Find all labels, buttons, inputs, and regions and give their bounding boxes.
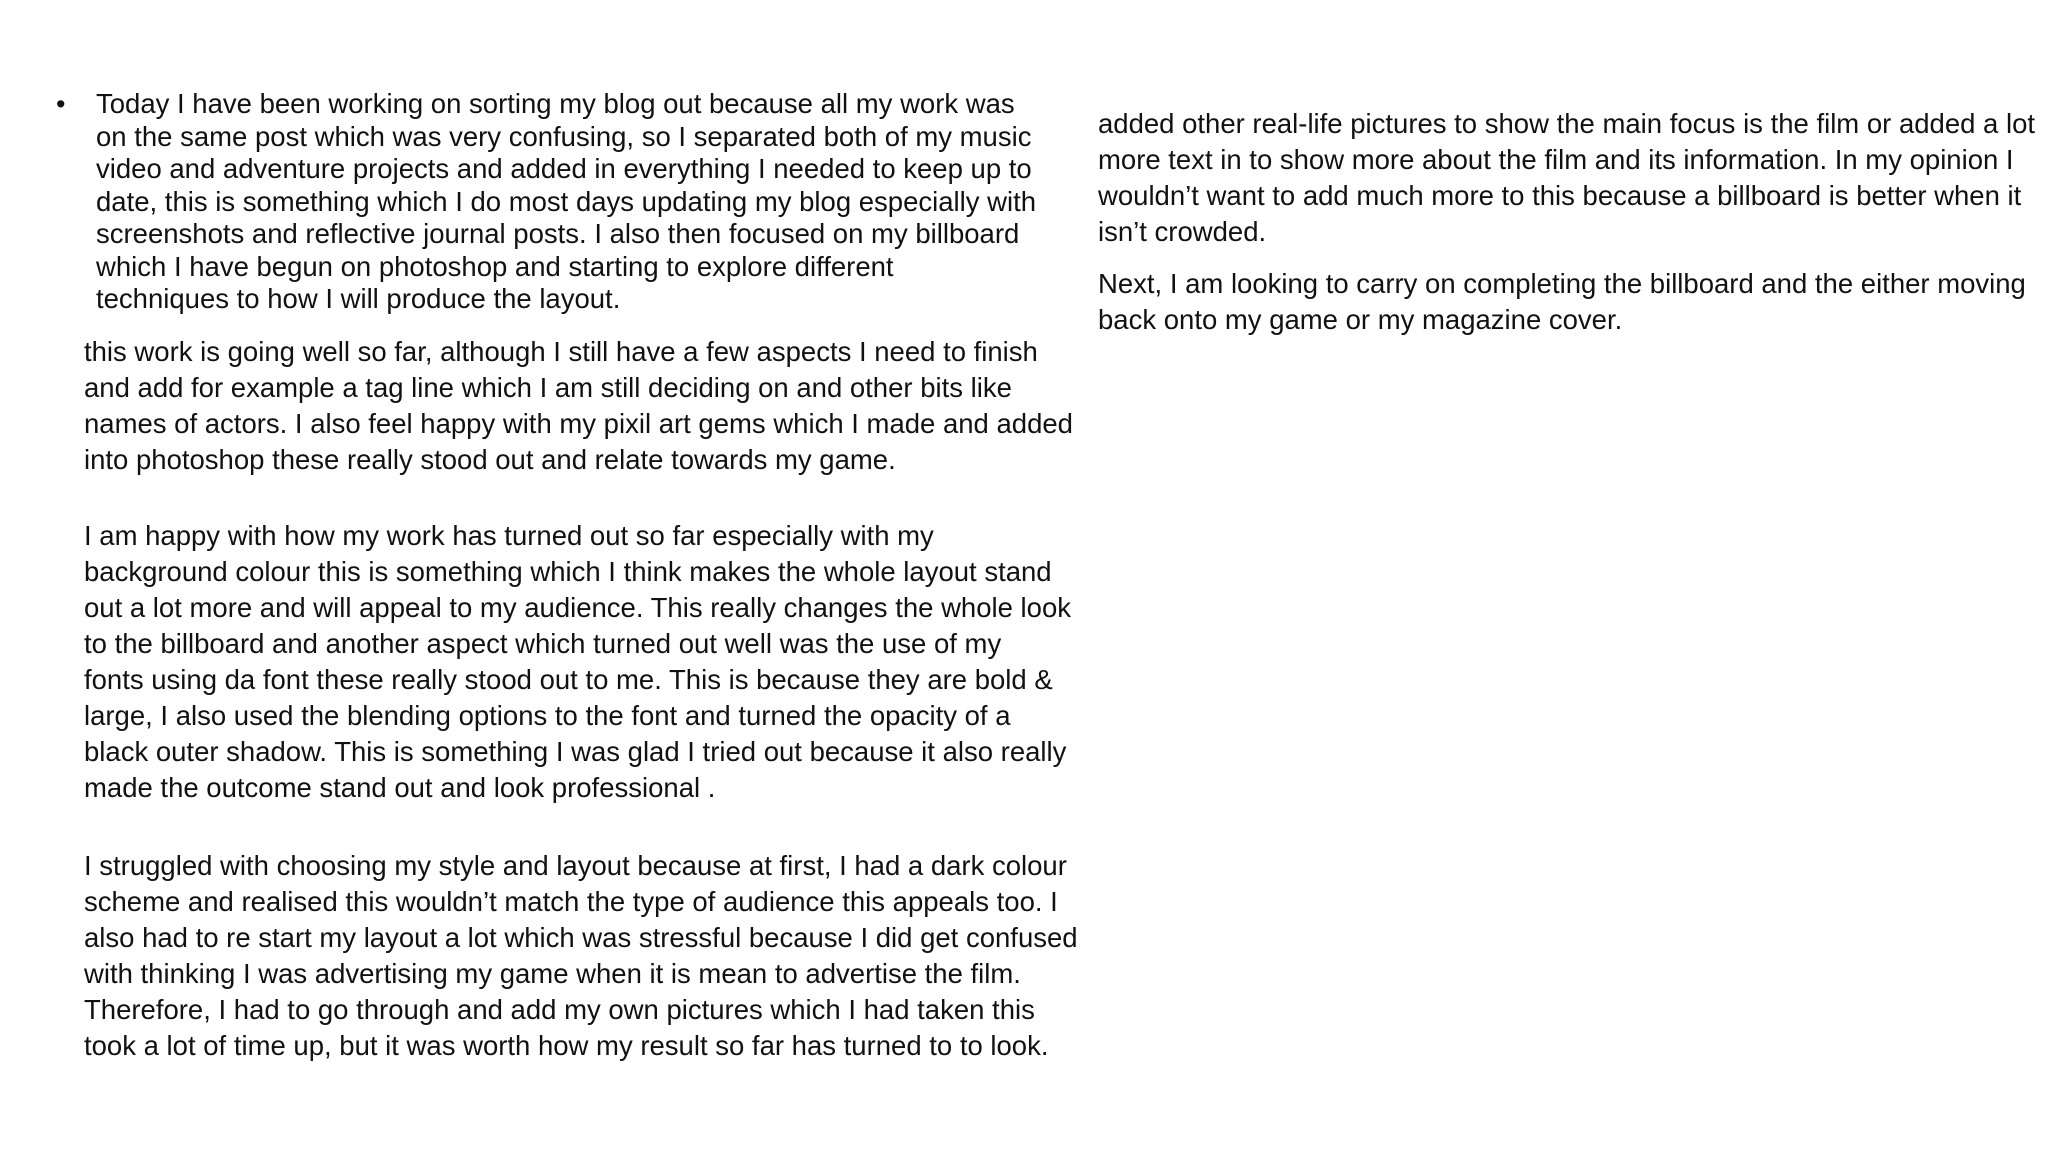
paragraph-next-steps: Next, I am looking to carry on completing the billboard and the either moving back onto my game or my magazine cover. xyxy=(1098,268,2026,335)
left-column xyxy=(56,88,1086,1064)
bullet-marker: • xyxy=(56,89,66,119)
paragraph-struggles: I struggled with choosing my style and layout because at first, I had a dark colour scheme and realised this wouldn’t match the type of audience this appeals too. I also had to re start my layout a lot which was stressful because I did get confused with thinking I was advertising my game when it is mean to advertise the film. Therefore, I had to go through and add my own pictures which I had taken this took a lot of time up, but it was worth how my result so far has turned to to look. xyxy=(84,849,1078,1061)
paragraph-happy-with-work: I am happy with how my work has turned out so far especially with my background colour this is something which I think makes the whole layout stand out a lot more and will appeal to my audience. This really changes the whole look to the billboard and another aspect which turned out well was the use of my fonts using da font these really stood out to me. This is because they are bold & large, I also used the blending options to the font and turned the opacity of a black outer shadow. This is something I was glad I tried out because it also really made the outcome stand out and look professional . xyxy=(84,519,1072,803)
bullet-text: Today I have been working on sorting my blog out because all my work was on the same post which was very confusing, so I separated both of my music video and adventure projects and added in everything I needed to keep up to date, this is something which I do most days updating my blog especially with screenshots and reflective journal posts. I also then focused on my billboard which I have begun on photoshop and starting to explore different techniques to how I will produce the layout. xyxy=(96,88,1037,314)
paragraph-progress: this work is going well so far, although I still have a few aspects I need to finish and add for example a tag line which I am still deciding on and other bits like names of actors. I also feel happy with my pixil art gems which I made and added into photoshop these really stood out and relate towards my game. xyxy=(84,335,1073,475)
right-column xyxy=(1098,106,2048,338)
bullet-item xyxy=(56,88,1086,316)
paragraph-continuation: added other real-life pictures to show the main focus is the film or added a lot more text in to show more about the film and its information. In my opinion I wouldn’t want to add much more to this because a billboard is better when it isn’t crowded. xyxy=(1098,108,2036,247)
